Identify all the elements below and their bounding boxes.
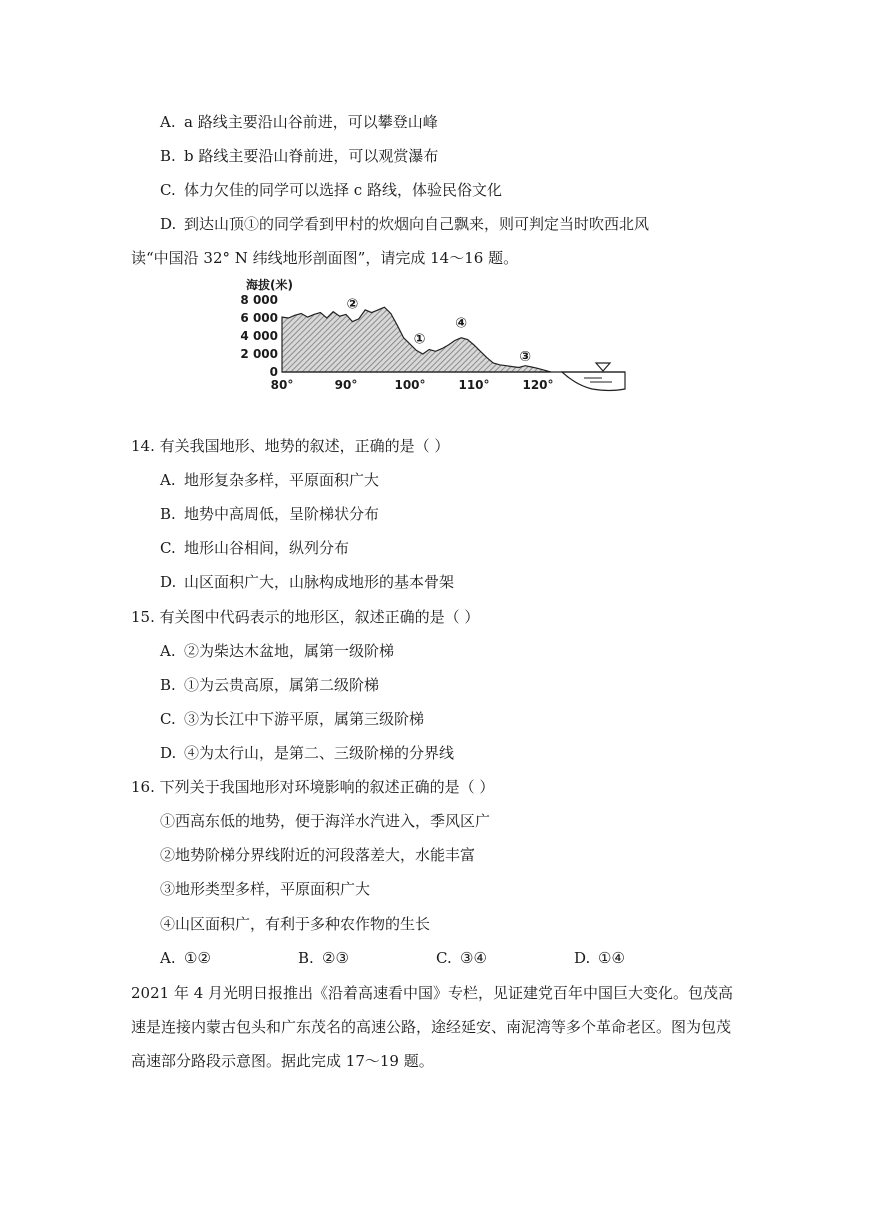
q16-option-b: B. ②③ bbox=[298, 949, 349, 967]
intro-17-19-line-2: 速是连接内蒙古包头和广东茂名的高速公路，途经延安、南泥湾等多个革命老区。图为包茂 bbox=[131, 1018, 732, 1036]
terrain-profile-figure bbox=[240, 275, 630, 399]
q14-option-d: D. 山区面积广大，山脉构成地形的基本骨架 bbox=[160, 573, 455, 591]
intro-17-19-line-3: 高速部分路段示意图。据此完成 17～19 题。 bbox=[131, 1052, 434, 1070]
q16-option-d: D. ①④ bbox=[574, 949, 625, 967]
q16-options bbox=[160, 948, 712, 968]
y-tick-label: 6 000 bbox=[240, 311, 278, 325]
intro-14-16: 读“中国沿 32° N 纬线地形剖面图”，请完成 14～16 题。 bbox=[131, 249, 519, 267]
q16-statement-4: ④山区面积广，有利于多种农作物的生长 bbox=[160, 915, 431, 933]
x-axis-ticks bbox=[271, 378, 554, 392]
terrain-marker-3: ③ bbox=[519, 348, 532, 365]
x-tick-label: 80° bbox=[270, 378, 294, 392]
q14-option-b: B. 地势中高周低，呈阶梯状分布 bbox=[160, 505, 380, 523]
intro-17-19-line-1: 2021 年 4 月光明日报推出《沿着高速看中国》专栏，见证建党百年中国巨大变化。包茂高 bbox=[131, 984, 734, 1002]
q16-stem: 16. 下列关于我国地形对环境影响的叙述正确的是（ ） bbox=[131, 778, 495, 796]
y-axis-ticks bbox=[240, 293, 278, 379]
q13-option-c: C. 体力欠佳的同学可以选择 c 路线，体验民俗文化 bbox=[160, 181, 502, 199]
q15-option-a: A. ②为柴达木盆地，属第一级阶梯 bbox=[160, 642, 395, 660]
q14-option-a: A. 地形复杂多样，平原面积广大 bbox=[160, 471, 380, 489]
q16-statement-1: ①西高东低的地势，便于海洋水汽进入，季风区广 bbox=[160, 812, 491, 830]
y-tick-label: 4 000 bbox=[240, 329, 278, 343]
y-tick-label: 8 000 bbox=[240, 293, 278, 307]
q14-option-c: C. 地形山谷相间，纵列分布 bbox=[160, 539, 350, 557]
x-tick-label: 110° bbox=[458, 378, 490, 392]
terrain-marker-1: ① bbox=[413, 331, 426, 348]
q15-stem: 15. 有关图中代码表示的地形区，叙述正确的是（ ） bbox=[131, 608, 480, 626]
x-tick-label: 100° bbox=[394, 378, 426, 392]
q16-option-c: C. ③④ bbox=[436, 949, 487, 967]
q13-option-d: D. 到达山顶①的同学看到甲村的炊烟向自己飘来，则可判定当时吹西北风 bbox=[160, 215, 650, 233]
sea-level-icon bbox=[596, 363, 610, 371]
q13-option-b: B. b 路线主要沿山脊前进，可以观赏瀑布 bbox=[160, 147, 439, 165]
terrain-marker-4: ④ bbox=[455, 315, 468, 332]
q16-statement-3: ③地形类型多样，平原面积广大 bbox=[160, 880, 371, 898]
q15-option-b: B. ①为云贵高原，属第二级阶梯 bbox=[160, 676, 380, 694]
x-tick-label: 90° bbox=[334, 378, 358, 392]
y-tick-label: 0 bbox=[269, 365, 278, 379]
y-tick-label: 2 000 bbox=[240, 347, 278, 361]
q14-stem: 14. 有关我国地形、地势的叙述，正确的是（ ） bbox=[131, 437, 450, 455]
q16-statement-2: ②地势阶梯分界线附近的河段落差大，水能丰富 bbox=[160, 846, 476, 864]
q13-option-a: A. a 路线主要沿山谷前进，可以攀登山峰 bbox=[160, 113, 438, 131]
x-tick-label: 120° bbox=[522, 378, 554, 392]
q15-option-d: D. ④为太行山，是第二、三级阶梯的分界线 bbox=[160, 744, 455, 762]
q16-option-a: A. ①② bbox=[160, 949, 211, 967]
sea-basin bbox=[562, 372, 625, 391]
q15-option-c: C. ③为长江中下游平原，属第三级阶梯 bbox=[160, 710, 425, 728]
terrain-marker-2: ② bbox=[346, 296, 359, 313]
y-axis-label: 海拔(米) bbox=[246, 278, 293, 292]
